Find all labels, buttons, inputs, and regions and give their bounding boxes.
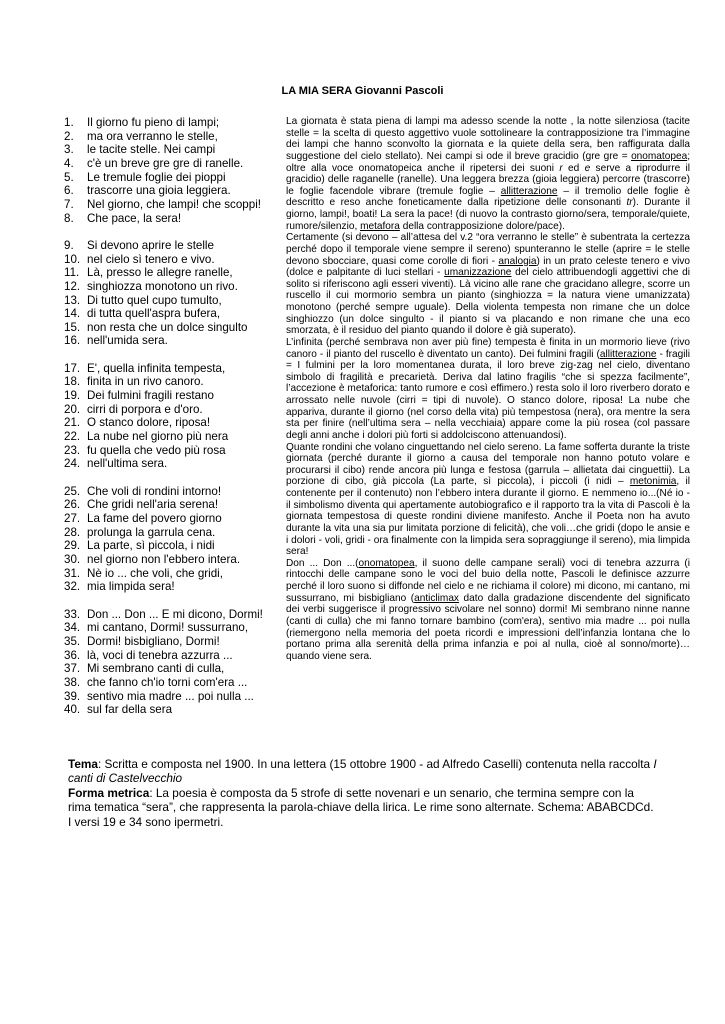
verse-line [64, 212, 279, 226]
metrica-text: : La poesia è composta da 5 strofe di sette novenari e un senario, che termina sempre con la rima tematica “sera”, che rappresenta la parola-chiave della lirica. Le rime sono alternate. Schema: ABABCDCd. I versi 19 e 34 sono ipermetri. [68, 785, 654, 829]
verse-number: 34. [64, 621, 81, 635]
verse-line [64, 676, 279, 690]
italic-letter: tr [626, 197, 633, 209]
verse-line [64, 512, 279, 526]
verse-text: nel giorno non l'ebbero intera. [87, 552, 241, 566]
verse-text: Mi sembrano canti di culla, [87, 662, 225, 676]
verse-text: E', quella infinita tempesta, [87, 361, 226, 375]
verse-number: 17. [64, 361, 81, 375]
verse-text: Che gridi nell'aria serena! [87, 498, 219, 512]
verse-line [64, 198, 279, 212]
verse-line [64, 553, 279, 567]
verse-number: 28. [64, 525, 81, 539]
commentary-text: ; oltre alla voce onomatopeica anche il ripetersi dei suoni [286, 150, 690, 174]
verse-line [64, 403, 279, 417]
verse-number: 16. [64, 334, 81, 348]
verse-line [64, 662, 279, 676]
verse-number: 26. [64, 498, 81, 512]
commentary-text: ed [562, 162, 585, 174]
commentary-text: Don ... Don ...( [286, 557, 359, 569]
italic-letter: e [584, 162, 591, 174]
verse-number: 24. [64, 457, 81, 471]
verse-line [64, 526, 279, 540]
tema-label: Tema [68, 757, 98, 771]
commentary-paragraph [286, 558, 690, 663]
verse-text: fu quella che vedo più rosa [87, 443, 226, 457]
verse-number: 13. [64, 293, 81, 307]
verse-text: La fame del povero giorno [87, 511, 222, 525]
verse-text: Don ... Don ... E mi dicono, Dormi! [87, 607, 263, 621]
verse-number: 4. [64, 156, 74, 170]
verse-line [64, 157, 279, 171]
verse-text: La nube nel giorno più nera [87, 430, 229, 444]
verse-number: 19. [64, 389, 81, 403]
verse-number: 18. [64, 375, 81, 389]
verse-line [64, 389, 279, 403]
verse-line [64, 253, 279, 267]
verse-text: trascorre una gioia leggiera. [87, 184, 231, 198]
verse-text: sentivo mia madre ... poi nulla ... [87, 689, 254, 703]
verse-text: finita in un rivo canoro. [87, 375, 204, 389]
verse-number: 8. [64, 211, 74, 225]
commentary-text: ). Durante il giorno, lampi!, boati! La sera la pace! (di nuovo la contrasto giorno/sera, temporale/quiete, rumore/silenzio, [286, 197, 690, 232]
verse-text: Là, presso le allegre ranelle, [87, 266, 233, 280]
verse-text: cirri di porpora e d'oro. [87, 402, 203, 416]
rhetorical-term: metonimia [629, 476, 677, 488]
verse-line [64, 307, 279, 321]
verse-text: Che voli di rondini intorno! [87, 484, 222, 498]
rhetorical-term: analogia [498, 255, 537, 267]
verse-line [64, 116, 279, 130]
verse-line [64, 184, 279, 198]
commentary-text: L’infinita (perché sembrava non aver più fine) tempesta è finita in un mormorio lieve (rivo canoro - il pianto del ruscello è diventato un canto). Dei fulmini fragili ( [286, 336, 690, 360]
verse-number: 38. [64, 675, 81, 689]
verse-text: O stanco dolore, riposa! [87, 416, 211, 430]
verse-text: ma ora verranno le stelle, [87, 129, 218, 143]
verse-text: Nel giorno, che lampi! che scoppi! [87, 197, 261, 211]
verse-line [64, 498, 279, 512]
poem-stanza [64, 485, 279, 594]
verse-number: 36. [64, 648, 81, 662]
verse-line [64, 171, 279, 185]
verse-line [64, 703, 279, 717]
verse-line [64, 635, 279, 649]
verse-text: mi cantano, Dormi! sussurrano, [87, 621, 249, 635]
verse-line [64, 375, 279, 389]
tema-text: : Scritta e composta nel 1900. In una lettera (15 ottobre 1900 - ad Alfredo Caselli) contenuta nella raccolta [97, 757, 654, 771]
verse-line [64, 416, 279, 430]
commentary-text: del cielo attribuendogli aggettivi che di solito si riferiscono agli esseri viventi). Là vicino alle rane che gracidano allegre, scorre un ruscello il cui mormorio sembra un pianto (singhiozza = la natura viene umanizzata) monotono (perché sempre uguale). Della violenta tempesta non rimane che un dolce singhiozzo (un dolce singulto - il pianto si va placando e non rimane che una eco smorzata, è il residuo del pianto quando il dolore è già superato). [286, 267, 691, 337]
verse-line [64, 334, 279, 348]
verse-text: Il giorno fu pieno di lampi; [87, 116, 220, 129]
verse-number: 32. [64, 580, 81, 594]
tema-paragraph [68, 757, 658, 786]
commentary-paragraph [286, 337, 690, 442]
metrica-paragraph [68, 786, 658, 829]
verse-number: 14. [64, 307, 81, 321]
verse-line [64, 457, 279, 471]
commentary-column [286, 116, 690, 662]
rhetorical-term: anticlimax [414, 592, 459, 604]
verse-number: 25. [64, 484, 81, 498]
verse-number: 22. [64, 430, 81, 444]
verse-text: Si devono aprire le stelle [87, 238, 214, 252]
rhetorical-term: metafora [360, 220, 400, 232]
rhetorical-term: allitterazione [599, 348, 657, 360]
commentary-text: della contrapposizione dolore/pace). [399, 220, 565, 232]
verse-line [64, 444, 279, 458]
verse-number: 27. [64, 511, 81, 525]
verse-line [64, 621, 279, 635]
commentary-text: ) in un prato celeste tenero e vivo (dolce e palpitante di luci stellari - [286, 255, 690, 279]
commentary-text: La giornata è stata piena di lampi ma adesso scende la notte , la notte silenziosa (tacite stelle = la scelta di questo aggettivo vuole sottolineare la contrapposizione tra l’immagine dei lampi che hanno sconvolto la giornata e la quiete della sera, ben raffigurata dalla suggestione del cielo stellato). Nei campi si ode il breve gracidio (gre gre = [286, 116, 690, 162]
verse-line [64, 280, 279, 294]
commentary-text: - fragili = I fulmini per la loro momentanea durata, il loro breve zig-zag nel cielo, diventano simbolo di fragilità e precarietà. Deriva dal latino fragilis “che si spezza facilmente”, l’accezione è metaforica: tanto rumore e così effimero.) resta solo il loro riverbero dorato e arrossato nelle nuvole (cirri = tipi di nuvole). O stanco dolore, riposa! La nube che appariva, durante il giorno (nel corso della vita) più tempestosa (nera), ora mentre la sera sta per finire (nell’ultima sera – nella vecchiaia) appare come la più rosea (col passare degli anni anche i dolori più forti si addolciscono attenuandosi). [286, 348, 690, 441]
verse-line [64, 649, 279, 663]
rhetorical-term: umanizzazione [444, 267, 512, 279]
verse-line [64, 690, 279, 704]
verse-number: 9. [64, 238, 74, 252]
verse-number: 23. [64, 443, 81, 457]
verse-text: Le tremule foglie dei pioppi [87, 170, 226, 184]
verse-line [64, 485, 279, 499]
commentary-text: – il tremolio delle foglie è descritto e reso anche foneticamente dalla ripetizione delle consonanti [286, 185, 690, 209]
commentary-paragraph [286, 442, 690, 558]
verse-text: c'è un breve gre gre di ranelle. [87, 156, 244, 170]
verse-text: Dei fulmini fragili restano [87, 389, 214, 403]
verse-line [64, 567, 279, 581]
poem-stanza [64, 116, 279, 225]
verse-number: 31. [64, 566, 81, 580]
verse-number: 10. [64, 252, 81, 266]
poem-column [64, 116, 279, 730]
verse-number: 37. [64, 662, 81, 676]
verse-text: singhiozza monotono un rivo. [87, 279, 238, 293]
verse-text: mia limpida sera! [87, 580, 175, 594]
verse-number: 33. [64, 607, 81, 621]
verse-line [64, 362, 279, 376]
verse-number: 29. [64, 539, 81, 553]
verse-number: 20. [64, 402, 81, 416]
commentary-text: , il suono delle campane serali) voci di tenebra azzurra (i rintocchi delle campane sono le voci del buio della notte, Pascoli le definisce azzurre perché il loro suono si diffonde nel cielo e ne richiama il colore) mi dicono, mi cantano, mi sussurrano, mi bisbigliano ( [286, 557, 691, 604]
commentary-paragraph [286, 232, 690, 337]
verse-number: 5. [64, 170, 74, 184]
verse-line [64, 239, 279, 253]
verse-line [64, 580, 279, 594]
verse-number: 1. [64, 116, 74, 129]
italic-letter: r [559, 162, 563, 174]
commentary-paragraph [286, 116, 690, 232]
verse-line [64, 430, 279, 444]
verse-text: sul far della sera [87, 703, 173, 717]
verse-text: Di tutto quel cupo tumulto, [87, 293, 222, 307]
rhetorical-term: onomatopea [358, 557, 415, 569]
poem-stanza [64, 608, 279, 717]
verse-line [64, 539, 279, 553]
verse-line [64, 294, 279, 308]
notes-footer [68, 757, 658, 829]
verse-text: non resta che un dolce singulto [87, 320, 248, 334]
verse-text: Dormi! bisbigliano, Dormi! [87, 634, 220, 648]
verse-number: 30. [64, 552, 81, 566]
commentary-text: Certamente (si devono – all’attesa del v.2 “ora verranno le stelle” è subentrata la certezza perché dopo il temporale viene sempre il sereno) spunteranno le stelle (aprire = le stelle devono sbocciare, quasi come corolle di fiori - [286, 232, 690, 267]
poem-stanza [64, 362, 279, 471]
verse-number: 12. [64, 279, 81, 293]
verse-text: Nè io ... che voli, che gridi, [87, 566, 223, 580]
verse-text: nell'ultima sera. [87, 457, 168, 471]
verse-text: che fanno ch'io torni com'era ... [87, 675, 248, 689]
verse-text: prolunga la garrula cena. [87, 525, 216, 539]
verse-number: 39. [64, 689, 81, 703]
verse-text: là, voci di tenebra azzurra ... [87, 648, 233, 662]
verse-text: nel cielo sì tenero e vivo. [87, 252, 215, 266]
metrica-label: Forma metrica [68, 785, 150, 800]
verse-number: 15. [64, 320, 81, 334]
verse-number: 11. [64, 266, 80, 280]
verse-text: nell'umida sera. [87, 334, 168, 348]
commentary-text: , il contenente per il contenuto) non l’ebbero intera durante il giorno. E nemmeno io...(Né io - il simbolismo diventa qui apertamente autobiografico e il rapporto tra la vita di Pascoli è la giornata tempestosa di queste rondini diviene manifesto. Anche il Poeta non ha avuto durante la vita una sia pur limitata porzione di felicità), che voli…che gridi (dopo le ansie e i dolori - voli, gridi - ora finalmente con la limpida sera sopraggiunge il sereno), mia limpida sera! [286, 476, 690, 558]
verse-text: La parte, sì piccola, i nidi [87, 539, 215, 553]
verse-number: 35. [64, 634, 81, 648]
verse-number: 2. [64, 129, 74, 143]
commentary-text: dato dalla gradazione discendente del significato dei verbi suggerisce il progressivo scivolare nel sonno) dormi! Mi sembrano ninne nanne (canti di culla) che mi fanno tornare bambino (com'era), sentivo mia madre ... poi nulla (riemergono nella memoria del poeta ricordi e impressioni dell’infanzia lontana che lo portano prima alla serenità della prima infanzia e poi al nulla, cioè al sonno/morte)…quando viene sera. [286, 592, 690, 662]
verse-line [64, 266, 279, 280]
verse-line [64, 130, 279, 144]
verse-line [64, 321, 279, 335]
poem-stanza [64, 239, 279, 348]
verse-line [64, 143, 279, 157]
tema-book-title: I canti di Castelvecchio [68, 757, 657, 786]
commentary-text: Quante rondini che volano cinguettando nel cielo sereno. La fame sofferta durante la triste giornata (perché durante il giorno a causa del temporale non hanno potuto volare e procurarsi il cibo) rende ancora più lunga e festosa (garrula – allietata dai cinguettii). La porzione di cibo, già piccola (La parte, sì piccola), i piccoli (i nidi – [286, 441, 690, 488]
verse-number: 6. [64, 184, 74, 198]
verse-text: le tacite stelle. Nei campi [87, 143, 216, 157]
verse-text: Che pace, la sera! [87, 211, 182, 225]
verse-number: 40. [64, 703, 81, 717]
commentary-text: serve a riprodurre il gracidio) delle raganelle (ranelle). Una leggera brezza (gioia leggiera) percorre (trascorre) le foglie facendole vibrare (tremule foglie – [286, 162, 690, 197]
rhetorical-term: onomatopea [631, 150, 688, 162]
page-title: LA MIA SERA Giovanni Pascoli [281, 85, 444, 97]
verse-text: di tutta quell'aspra bufera, [87, 307, 221, 321]
verse-line [64, 608, 279, 622]
verse-number: 7. [64, 197, 74, 211]
verse-number: 21. [64, 416, 81, 430]
rhetorical-term: allitterazione [500, 185, 558, 197]
verse-number: 3. [64, 143, 74, 157]
